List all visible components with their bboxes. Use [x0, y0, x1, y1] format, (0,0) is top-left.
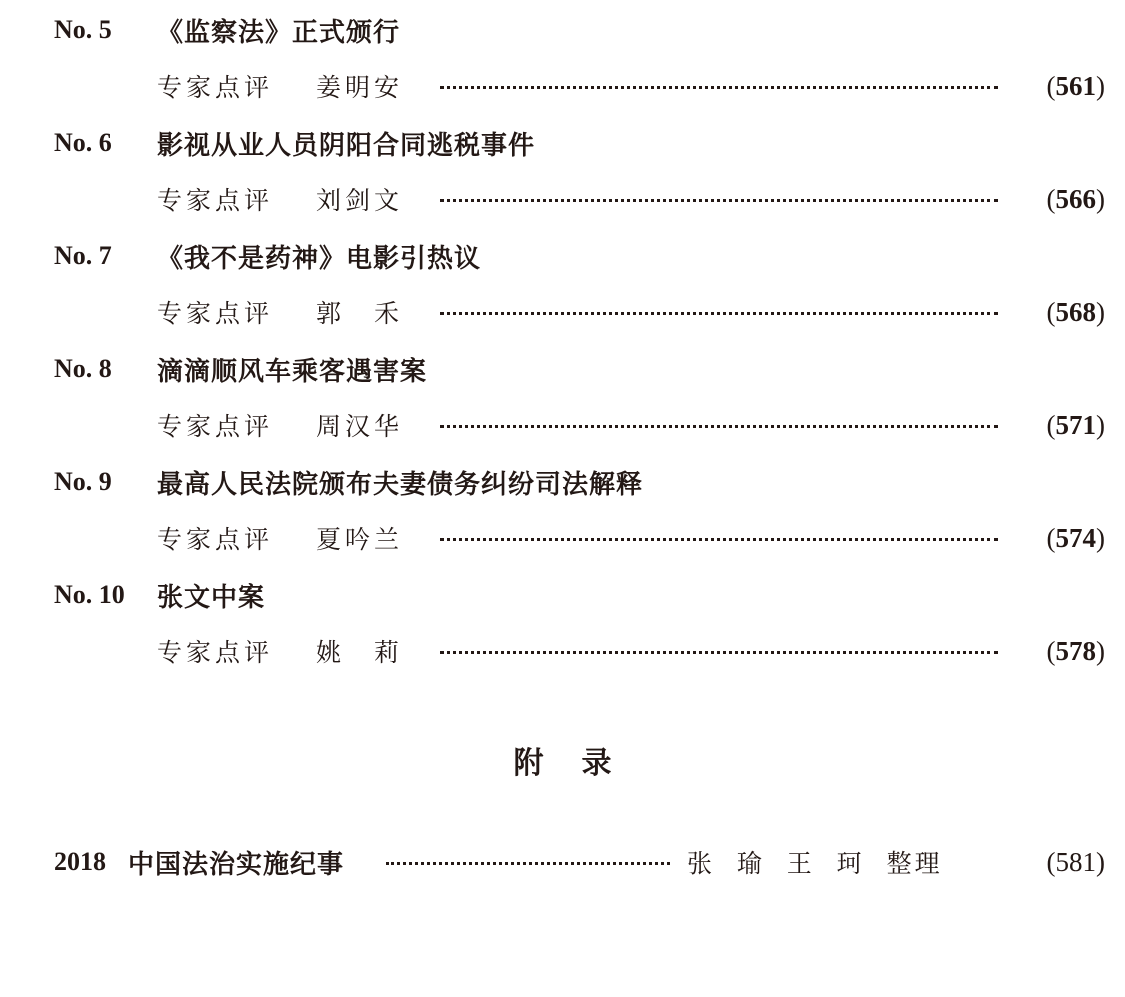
case-number: No. 9: [54, 467, 112, 496]
expert-name: 周汉华: [316, 412, 404, 441]
dot-leader: [386, 862, 670, 865]
page-number[interactable]: (561): [1046, 70, 1105, 101]
toc-title-row: [0, 460, 1125, 504]
case-number: No. 5: [54, 15, 112, 44]
dot-leader: [440, 538, 998, 541]
toc-title-row: [0, 573, 1125, 617]
case-number: No. 10: [54, 580, 125, 609]
toc-review-row: [0, 629, 1125, 673]
expert-name: 姚 莉: [316, 638, 404, 667]
toc-item-9[interactable]: [0, 452, 1125, 565]
case-title[interactable]: 《我不是药神》电影引热议: [157, 243, 482, 274]
toc-item-10[interactable]: [0, 565, 1125, 678]
dot-leader: [440, 312, 998, 315]
toc-title-row: [0, 347, 1125, 391]
appendix-heading: 附录: [513, 746, 650, 781]
page-number[interactable]: (581): [1046, 846, 1105, 877]
toc-review-row: [0, 177, 1125, 221]
dot-leader: [440, 86, 998, 89]
toc-title-row: [0, 8, 1125, 52]
dot-leader: [440, 425, 998, 428]
page-number[interactable]: (578): [1046, 635, 1105, 666]
expert-name: 夏吟兰: [316, 525, 404, 554]
toc-review-row: [0, 290, 1125, 334]
dot-leader: [440, 651, 998, 654]
toc-title-row: [0, 121, 1125, 165]
toc-item-5[interactable]: [0, 0, 1125, 113]
toc-item-7[interactable]: [0, 226, 1125, 339]
expert-name: 郭 禾: [316, 299, 404, 328]
expert-name: 姜明安: [316, 73, 404, 102]
review-label: 专家点评: [157, 412, 274, 441]
page-number[interactable]: (574): [1046, 522, 1105, 553]
toc-item-6[interactable]: [0, 113, 1125, 226]
case-number: No. 6: [54, 128, 112, 157]
dot-leader: [440, 199, 998, 202]
toc-review-row: [0, 403, 1125, 447]
expert-name: 刘剑文: [316, 186, 404, 215]
case-title[interactable]: 《监察法》正式颁行: [157, 17, 401, 48]
appendix-year: 2018: [54, 847, 106, 876]
case-title[interactable]: 最高人民法院颁布夫妻债务纠纷司法解释: [157, 469, 644, 500]
review-label: 专家点评: [157, 73, 274, 102]
case-title[interactable]: 张文中案: [157, 582, 266, 613]
appendix-entry[interactable]: [0, 840, 1125, 884]
toc-item-8[interactable]: [0, 339, 1125, 452]
toc-review-row: [0, 64, 1125, 108]
review-label: 专家点评: [157, 299, 274, 328]
review-label: 专家点评: [157, 186, 274, 215]
page-number[interactable]: (571): [1046, 409, 1105, 440]
case-number: No. 8: [54, 354, 112, 383]
appendix-title[interactable]: 中国法治实施纪事: [128, 849, 345, 880]
page-number[interactable]: (566): [1046, 183, 1105, 214]
toc-review-row: [0, 516, 1125, 560]
toc-title-row: [0, 234, 1125, 278]
review-label: 专家点评: [157, 525, 274, 554]
review-label: 专家点评: [157, 638, 274, 667]
case-number: No. 7: [54, 241, 112, 270]
case-title[interactable]: 影视从业人员阴阳合同逃税事件: [157, 130, 536, 161]
appendix-editors: 张 瑜 王 珂 整理: [687, 849, 943, 878]
case-title[interactable]: 滴滴顺风车乘客遇害案: [157, 356, 428, 387]
page-number[interactable]: (568): [1046, 296, 1105, 327]
